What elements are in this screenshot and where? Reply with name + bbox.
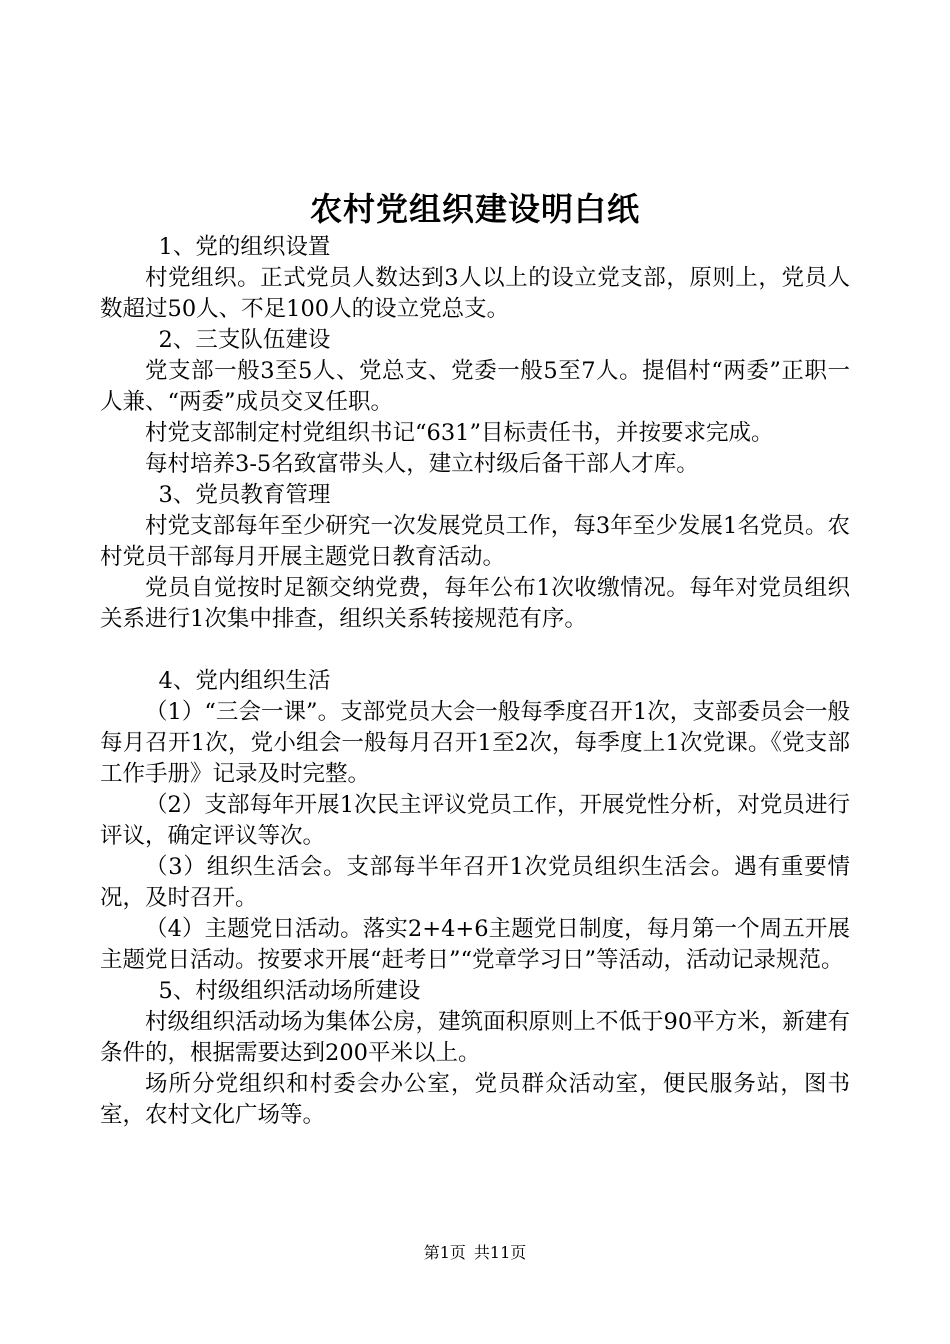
- section-heading: 5、村级组织活动场所建设: [158, 978, 421, 1004]
- paragraph: 村党支部制定村党组织书记“631”目标责任书，并按要求完成。: [145, 420, 774, 446]
- page-total: 共11页: [473, 1243, 527, 1262]
- paragraph: （1）“三会一课”。支部党员大会一般每季度召开1次，支部委员会一般每月召开1次，党小组会一般每月召开1至2次，每季度上1次党课。《党支部工作手册》记录及时完整。: [100, 699, 850, 787]
- paragraph: 村党支部每年至少研究一次发展党员工作，每3年至少发展1名党员。农村党员干部每月开展主题党日教育活动。: [100, 513, 850, 570]
- paragraph: 场所分党组织和村委会办公室，党员群众活动室，便民服务站，图书室，农村文化广场等。: [100, 1071, 850, 1128]
- paragraph: 村党组织。正式党员人数达到3人以上的设立党支部，原则上，党员人数超过50人、不足100人的设立党总支。: [100, 265, 850, 322]
- paragraph: 村级组织活动场为集体公房，建筑面积原则上不低于90平方米，新建有条件的，根据需要达到200平米以上。: [100, 1009, 850, 1066]
- paragraph: （3）组织生活会。支部每半年召开1次党员组织生活会。遇有重要情况，及时召开。: [100, 854, 850, 911]
- paragraph: 每村培养3-5名致富带头人，建立村级后备干部人才库。: [145, 451, 699, 477]
- page-number: 第1页: [423, 1243, 466, 1262]
- paragraph: （2）支部每年开展1次民主评议党员工作，开展党性分析，对党员进行评议，确定评议等次。: [100, 792, 850, 849]
- section-heading: 1、党的组织设置: [158, 234, 331, 260]
- paragraph: 党员自觉按时足额交纳党费，每年公布1次收缴情况。每年对党员组织关系进行1次集中排查，组织关系转接规范有序。: [100, 575, 850, 632]
- section-heading: 3、党员教育管理: [158, 482, 331, 508]
- section-heading: 2、三支队伍建设: [158, 327, 331, 353]
- paragraph: （4）主题党日活动。落实2+4+6主题党日制度，每月第一个周五开展主题党日活动。按要求开展“赶考日”“党章学习日”等活动，活动记录规范。: [100, 916, 850, 973]
- document-body: [100, 232, 850, 1131]
- section-heading: 4、党内组织生活: [158, 668, 331, 694]
- paragraph: 党支部一般3至5人、党总支、党委一般5至7人。提倡村“两委”正职一人兼、“两委”成员交叉任职。: [100, 358, 850, 415]
- page-footer: [0, 1241, 950, 1265]
- document-title: 农村党组织建设明白纸: [309, 190, 640, 228]
